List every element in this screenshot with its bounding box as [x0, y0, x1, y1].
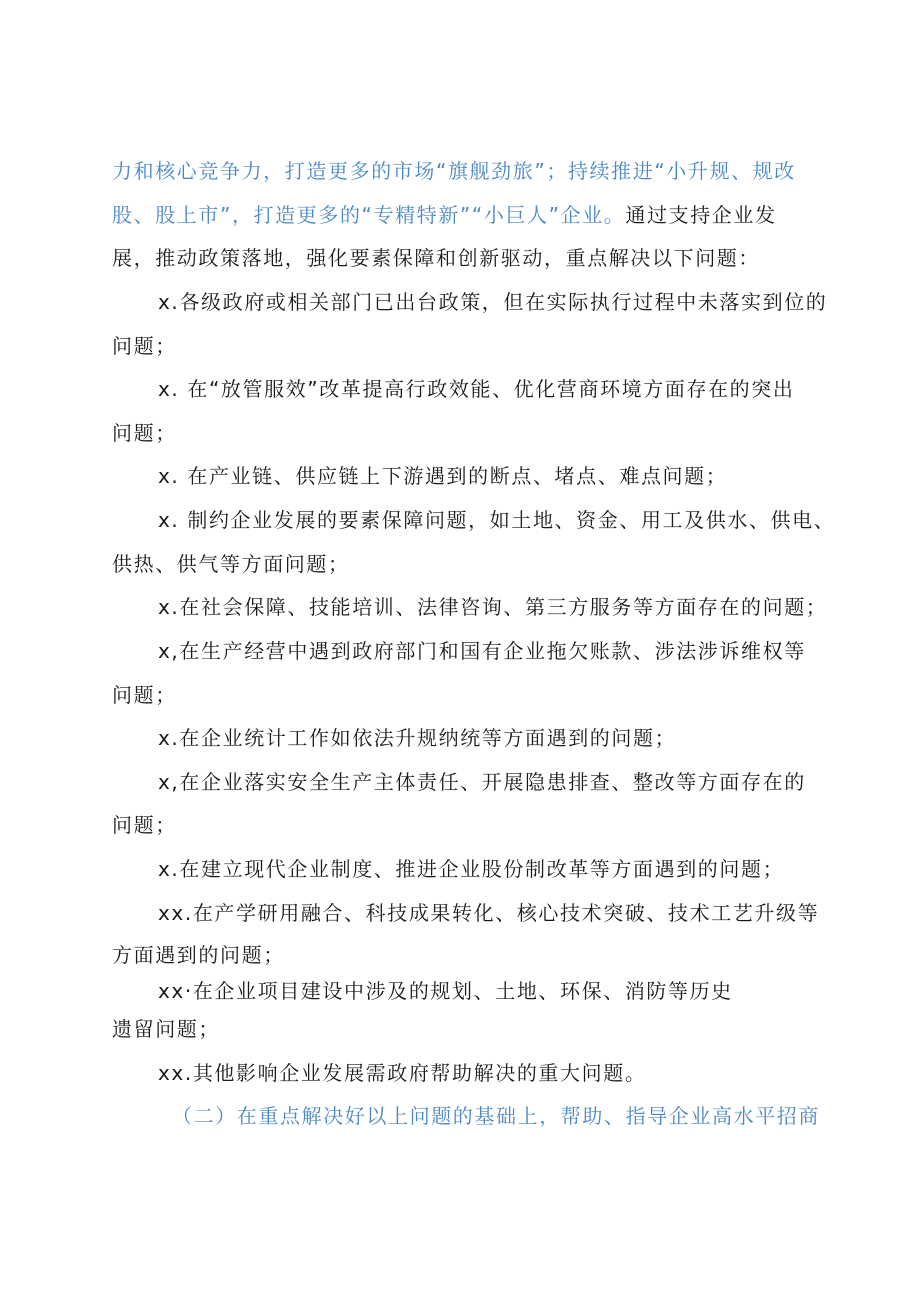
intro-line-2 — [112, 202, 777, 228]
item-5-line-1: x.在社会保障、技能培训、法律咨询、第三方服务等方面存在的问题； — [158, 595, 828, 619]
item-10-line-2: 方面遇到的问题； — [112, 943, 285, 967]
item-6-line-1: x,在生产经营中遇到政府部门和国有企业拖欠账款、涉法涉诉维权等 — [158, 639, 806, 663]
item-12-line-1: xx.其他影响企业发展需政府帮助解决的重大问题。 — [158, 1061, 647, 1085]
item-4-line-1: x. 制约企业发展的要素保障问题，如土地、资金、用工及供水、供电、 — [158, 508, 836, 532]
intro-line-2-rest: 通过支持企业发 — [625, 203, 777, 227]
section-2-heading: （二）在重点解决好以上问题的基础上，帮助、指导企业高水平招商 — [172, 1104, 820, 1128]
item-1-line-2: 问题； — [112, 334, 177, 358]
intro-line-3: 展，推动政策落地，强化要素保障和创新驱动，重点解决以下问题： — [112, 246, 760, 270]
item-2-line-2: 问题； — [112, 421, 177, 445]
item-4-line-2: 供热、供气等方面问题； — [112, 552, 350, 576]
item-8-line-1: x,在企业落实安全生产主体责任、开展隐患排查、整改等方面存在的 — [158, 770, 806, 794]
item-3-line-1: x. 在产业链、供应链上下游遇到的断点、堵点、难点问题； — [158, 464, 728, 488]
item-9-line-1: x.在建立现代企业制度、推进企业股份制改革等方面遇到的问题； — [158, 857, 785, 881]
item-2-line-1: x. 在“放管服效”改革提高行政效能、优化营商环境方面存在的突出 — [158, 377, 795, 401]
item-10-line-1: xx.在产学研用融合、科技成果转化、核心技术突破、技术工艺升级等 — [158, 901, 820, 925]
item-8-line-2: 问题； — [112, 813, 177, 837]
item-6-line-2: 问题； — [112, 683, 177, 707]
intro-line-1: 力和核心竞争力，打造更多的市场“旗舰劲旅”；持续推进“小升规、规改 — [112, 159, 796, 183]
intro-line-2-highlight: 股、股上市”，打造更多的“专精特新”“小巨人”企业。 — [112, 203, 626, 227]
item-11-line-2: 遗留问题； — [112, 1017, 220, 1041]
item-7-line-1: x.在企业统计工作如依法升规纳统等方面遇到的问题； — [158, 726, 677, 750]
item-11-line-1: xx·在企业项目建设中涉及的规划、土地、环保、消防等历史 — [158, 979, 733, 1003]
item-1-line-1: x.各级政府或相关部门已出台政策，但在实际执行过程中未落实到位的 — [158, 290, 828, 314]
